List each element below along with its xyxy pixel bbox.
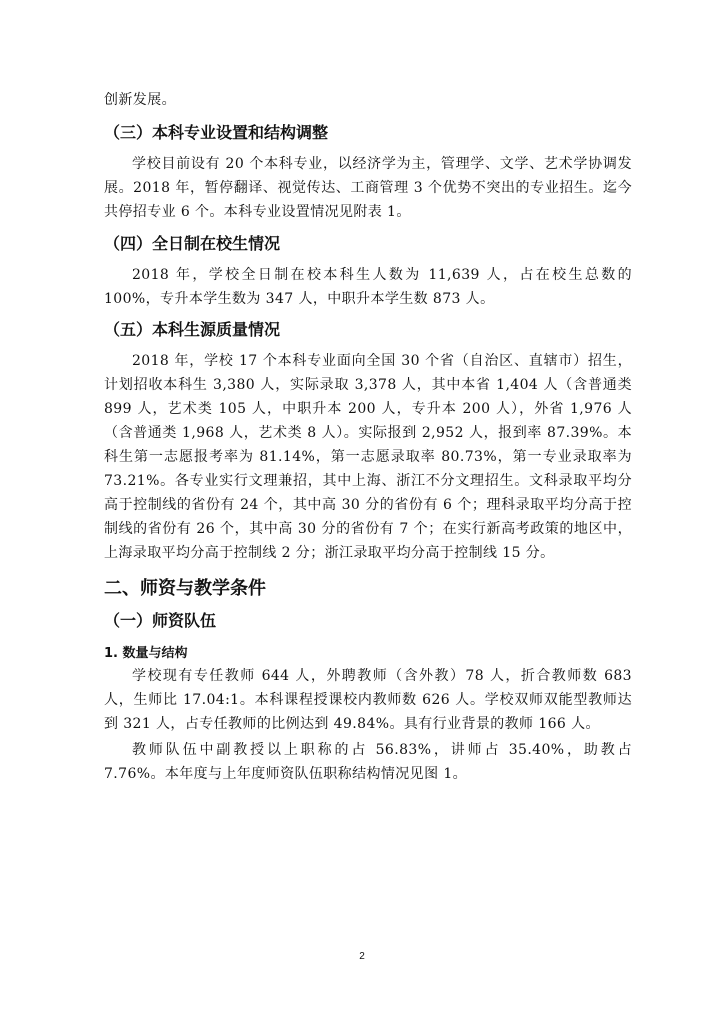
paragraph-faculty-size: 学校现有专任教师 644 人，外聘教师（含外教）78 人，折合教师数 683 人，生师比 17.04:1。本科课程授课校内教师数 626 人。学校双师双能型教师达到 321 人，占专任教师的比例达到 49.84%。具有行业背景的教师 166 人。 — [104, 668, 632, 732]
paragraph-continuation: 创新发展。 — [104, 92, 176, 108]
section-heading-faculty: （一）师资队伍 — [104, 611, 217, 630]
section-heading-5: （五）本科生源质量情况 — [104, 320, 281, 339]
paragraph-student-quality: 2018 年，学校 17 个本科专业面向全国 30 个省（自治区、直辖市）招生，计划招收本科生 3,380 人，实际录取 3,378 人，其中本省 1,404 人（含普通类 899 人，艺术类 105 人，中职升本 200 人，专升本 200 人），外省 1,976 人（含普通类 1,968 人，艺术类 8 人）。实际报到 2,952 人，报到率 87.39%。本科生第一志愿报考率为 81.14%，第一志愿录取率 80.73%，第一专业录取率为 73.21%。各专业实行文理兼招，其中上海、浙江不分文理招生。文科录取平均分高于控制线的省份有 24 个，其中高 30 分的省份有 6 个；理科录取平均分高于控制线的省份有 26 个，其中高 30 分的省份有 7 个；在实行新高考政策的地区中，上海录取平均分高于控制线 2 分；浙江录取平均分高于控制线 15 分。 — [104, 353, 633, 561]
paragraph-major-settings: 学校目前设有 20 个本科专业，以经济学为主，管理学、文学、艺术学协调发展。2018 年，暂停翻译、视觉传达、工商管理 3 个优势不突出的专业招生。迄今共停招专业 6 个。本科专业设置情况见附表 1。 — [104, 156, 632, 220]
section-heading-3: （三）本科专业设置和结构调整 — [104, 123, 329, 142]
section-heading-4: （四）全日制在校生情况 — [104, 234, 281, 253]
paragraph-faculty-titles: 教师队伍中副教授以上职称的占 56.83%，讲师占 35.40%，助教占 7.76%。本年度与上年度师资队伍职称结构情况见图 1。 — [104, 742, 632, 782]
subsection-heading-1: 1. 数量与结构 — [104, 646, 188, 661]
paragraph-enrollment: 2018 年，学校全日制在校本科生人数为 11,639 人，占在校生总数的 100%，专升本学生数为 347 人，中职升本学生数 873 人。 — [104, 267, 632, 307]
chapter-heading-2: 二、师资与教学条件 — [104, 578, 266, 599]
page-number: 2 — [359, 951, 365, 962]
